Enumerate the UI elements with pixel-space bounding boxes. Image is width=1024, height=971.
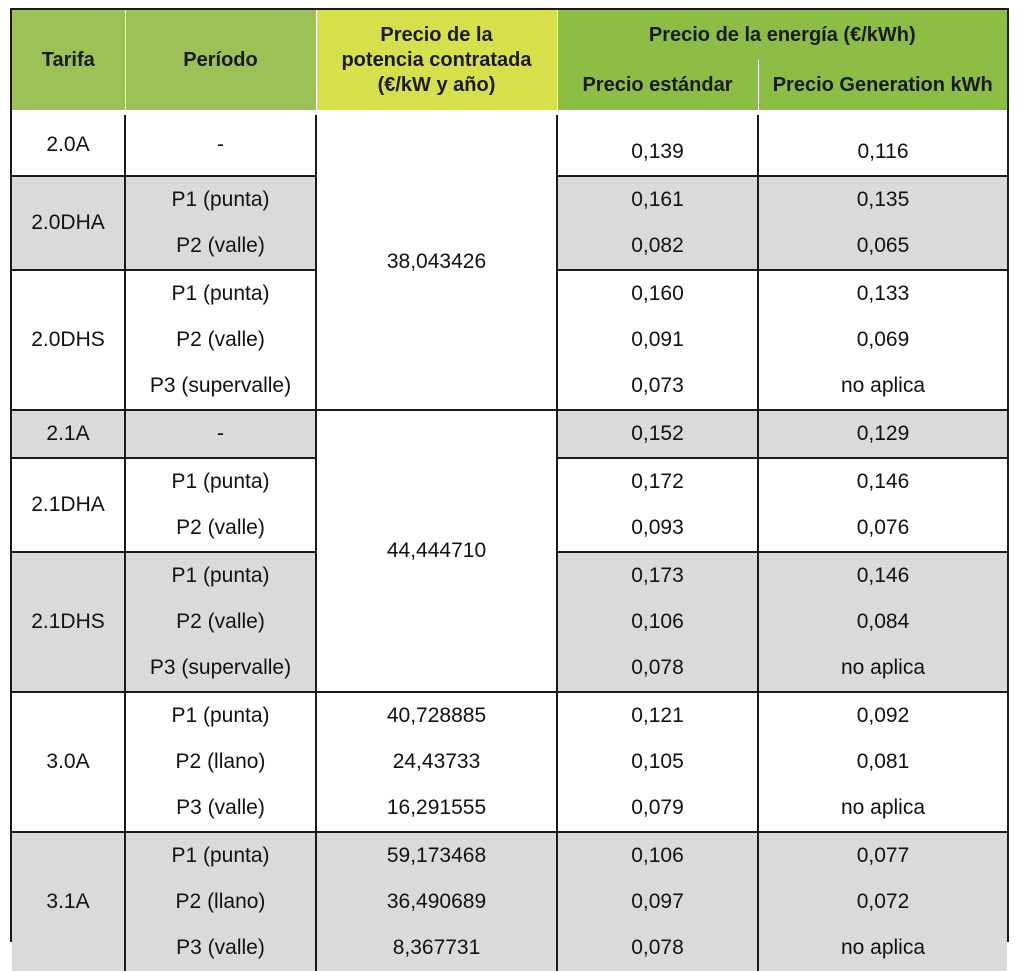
header-generation: Precio Generation kWh: [758, 60, 1007, 110]
cell-periodo: P2 (llano): [125, 739, 316, 785]
cell-precio-estandar: 0,161: [557, 176, 758, 223]
cell-precio-estandar: 0,073: [557, 363, 758, 410]
cell-tarifa: 2.0A: [12, 115, 125, 176]
header-potencia-line3: (€/kW y año): [377, 73, 496, 96]
cell-precio-generation: 0,146: [758, 552, 1007, 599]
cell-periodo: P3 (valle): [125, 925, 316, 971]
cell-precio-estandar: 0,139: [557, 115, 758, 176]
table-row: [12, 879, 1007, 925]
cell-precio-generation: 0,077: [758, 832, 1007, 879]
cell-precio-generation: 0,135: [758, 176, 1007, 223]
cell-periodo: P2 (valle): [125, 317, 316, 363]
cell-potencia: 40,728885: [316, 692, 557, 739]
cell-potencia: 24,43733: [316, 739, 557, 785]
cell-periodo: P1 (punta): [125, 832, 316, 879]
table-row: [12, 115, 1007, 176]
tariff-table: [12, 10, 1007, 971]
cell-precio-estandar: 0,172: [557, 458, 758, 505]
cell-periodo: P3 (valle): [125, 785, 316, 832]
table-row: [12, 832, 1007, 879]
table-row: [12, 410, 1007, 458]
header-periodo: Período: [125, 10, 316, 110]
cell-periodo: P1 (punta): [125, 458, 316, 505]
cell-precio-generation: 0,076: [758, 505, 1007, 552]
cell-precio-estandar: 0,105: [557, 739, 758, 785]
cell-precio-generation: 0,065: [758, 223, 1007, 270]
cell-precio-generation: 0,092: [758, 692, 1007, 739]
cell-periodo: P1 (punta): [125, 176, 316, 223]
cell-precio-estandar: 0,078: [557, 645, 758, 692]
cell-precio-generation: 0,081: [758, 739, 1007, 785]
cell-precio-estandar: 0,160: [557, 270, 758, 317]
cell-tarifa: 2.1DHA: [12, 458, 125, 552]
header-potencia: [316, 10, 557, 110]
cell-precio-generation: 0,069: [758, 317, 1007, 363]
table-row: [12, 925, 1007, 971]
cell-tarifa: 2.0DHS: [12, 270, 125, 410]
cell-precio-estandar: 0,093: [557, 505, 758, 552]
cell-periodo: -: [125, 115, 316, 176]
header-potencia-line1: Precio de la: [380, 23, 493, 46]
table-body: [12, 115, 1007, 971]
cell-precio-generation: 0,072: [758, 879, 1007, 925]
cell-periodo: P1 (punta): [125, 692, 316, 739]
cell-precio-estandar: 0,078: [557, 925, 758, 971]
cell-potencia: 59,173468: [316, 832, 557, 879]
cell-periodo: P2 (valle): [125, 505, 316, 552]
cell-precio-generation: no aplica: [758, 363, 1007, 410]
header-energia: Precio de la energía (€/kWh): [557, 10, 1007, 60]
cell-precio-generation: 0,116: [758, 115, 1007, 176]
table-row: [12, 739, 1007, 785]
cell-periodo: P1 (punta): [125, 552, 316, 599]
cell-potencia: 44,444710: [316, 410, 557, 692]
cell-periodo: P3 (supervalle): [125, 645, 316, 692]
cell-periodo: P1 (punta): [125, 270, 316, 317]
cell-precio-estandar: 0,152: [557, 410, 758, 458]
cell-precio-estandar: 0,106: [557, 832, 758, 879]
cell-tarifa: 2.1DHS: [12, 552, 125, 692]
cell-precio-estandar: 0,091: [557, 317, 758, 363]
cell-tarifa: 3.1A: [12, 832, 125, 971]
cell-precio-generation: 0,129: [758, 410, 1007, 458]
cell-precio-generation: no aplica: [758, 785, 1007, 832]
cell-tarifa: 2.0DHA: [12, 176, 125, 270]
table-row: [12, 692, 1007, 739]
cell-periodo: P3 (supervalle): [125, 363, 316, 410]
cell-potencia: 16,291555: [316, 785, 557, 832]
cell-precio-generation: no aplica: [758, 645, 1007, 692]
header-estandar: Precio estándar: [557, 60, 758, 110]
cell-potencia: 8,367731: [316, 925, 557, 971]
cell-precio-generation: no aplica: [758, 925, 1007, 971]
table-row: [12, 785, 1007, 832]
cell-tarifa: 2.1A: [12, 410, 125, 458]
cell-periodo: P2 (valle): [125, 599, 316, 645]
cell-precio-generation: 0,146: [758, 458, 1007, 505]
cell-periodo: P2 (llano): [125, 879, 316, 925]
header-potencia-line2: potencia contratada: [341, 48, 532, 71]
cell-tarifa: 3.0A: [12, 692, 125, 832]
cell-precio-estandar: 0,106: [557, 599, 758, 645]
cell-precio-estandar: 0,173: [557, 552, 758, 599]
cell-precio-estandar: 0,082: [557, 223, 758, 270]
cell-precio-generation: 0,133: [758, 270, 1007, 317]
tariff-table-frame: [10, 8, 1009, 959]
cell-periodo: P2 (valle): [125, 223, 316, 270]
cell-potencia: 36,490689: [316, 879, 557, 925]
cell-potencia: 38,043426: [316, 115, 557, 410]
header-tarifa: Tarifa: [12, 10, 125, 110]
cell-precio-generation: 0,084: [758, 599, 1007, 645]
cell-precio-estandar: 0,121: [557, 692, 758, 739]
cell-periodo: -: [125, 410, 316, 458]
cell-precio-estandar: 0,079: [557, 785, 758, 832]
cell-precio-estandar: 0,097: [557, 879, 758, 925]
